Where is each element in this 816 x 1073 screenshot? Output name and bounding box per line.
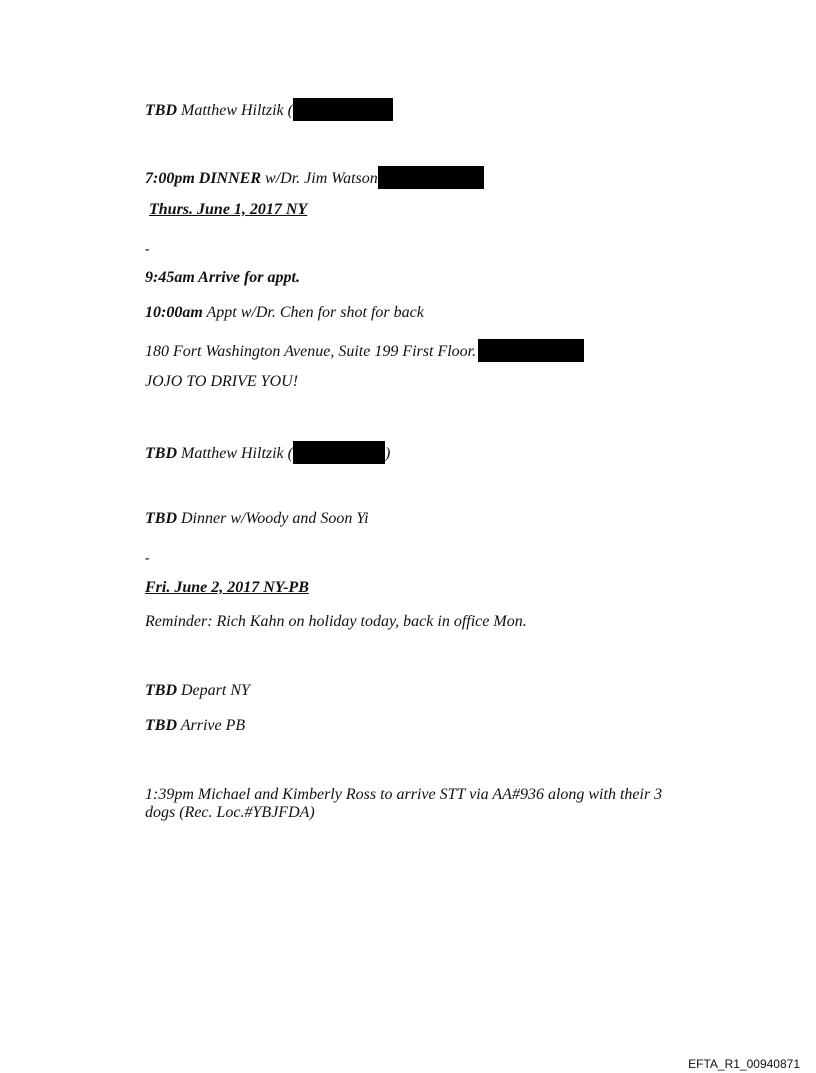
entry-appt-chen bbox=[145, 304, 424, 322]
entry-time: TBD bbox=[145, 717, 177, 734]
entry-time: TBD bbox=[145, 510, 177, 527]
entry-text: Matthew Hiltzik ( bbox=[177, 102, 293, 119]
redaction-box bbox=[293, 98, 393, 121]
redaction-box bbox=[478, 339, 584, 362]
entry-text: w/Dr. Jim Watson bbox=[261, 170, 378, 187]
day-heading-thursday: Thurs. June 1, 2017 NY bbox=[149, 201, 308, 218]
entry-time: TBD bbox=[145, 682, 177, 699]
entry-time: 7:00pm DINNER bbox=[145, 170, 262, 187]
entry-text: Arrive PB bbox=[177, 717, 246, 734]
entry-hiltzik-2 bbox=[145, 441, 390, 464]
entry-text: Dinner w/Woody and Soon Yi bbox=[177, 510, 369, 527]
redaction-box bbox=[378, 166, 484, 189]
entry-depart bbox=[145, 682, 250, 700]
entry-text: Depart NY bbox=[177, 682, 250, 699]
entry-driver-note: JOJO TO DRIVE YOU! bbox=[145, 373, 299, 390]
entry-arrive-appt: 9:45am Arrive for appt. bbox=[145, 269, 300, 286]
entry-dinner-woody bbox=[145, 510, 369, 528]
address-text: 180 Fort Washington Avenue, Suite 199 First Floor. bbox=[145, 343, 477, 360]
entry-time: TBD bbox=[145, 102, 177, 119]
entry-time: 10:00am bbox=[145, 304, 203, 321]
entry-address bbox=[145, 339, 584, 362]
redaction-box bbox=[293, 441, 385, 464]
entry-text-close: ) bbox=[384, 445, 391, 462]
entry-ross-arrival: 1:39pm Michael and Kimberly Ross to arrive STT via AA#936 along with their 3 dogs (Rec. Loc.#YBJFDA) bbox=[145, 786, 663, 821]
entry-text: Matthew Hiltzik ( bbox=[177, 445, 293, 462]
separator-dash: - bbox=[145, 242, 150, 257]
separator-dash: - bbox=[145, 551, 150, 566]
document-id: EFTA_R1_00940871 bbox=[688, 1057, 800, 1071]
entry-arrive-pb bbox=[145, 717, 245, 735]
entry-dinner-watson bbox=[145, 166, 484, 189]
entry-hiltzik-1 bbox=[145, 98, 393, 121]
entry-time: TBD bbox=[145, 445, 177, 462]
entry-reminder: Reminder: Rich Kahn on holiday today, back in office Mon. bbox=[145, 613, 527, 630]
entry-text: Appt w/Dr. Chen for shot for back bbox=[202, 304, 424, 321]
day-heading-friday: Fri. June 2, 2017 NY-PB bbox=[145, 579, 309, 596]
